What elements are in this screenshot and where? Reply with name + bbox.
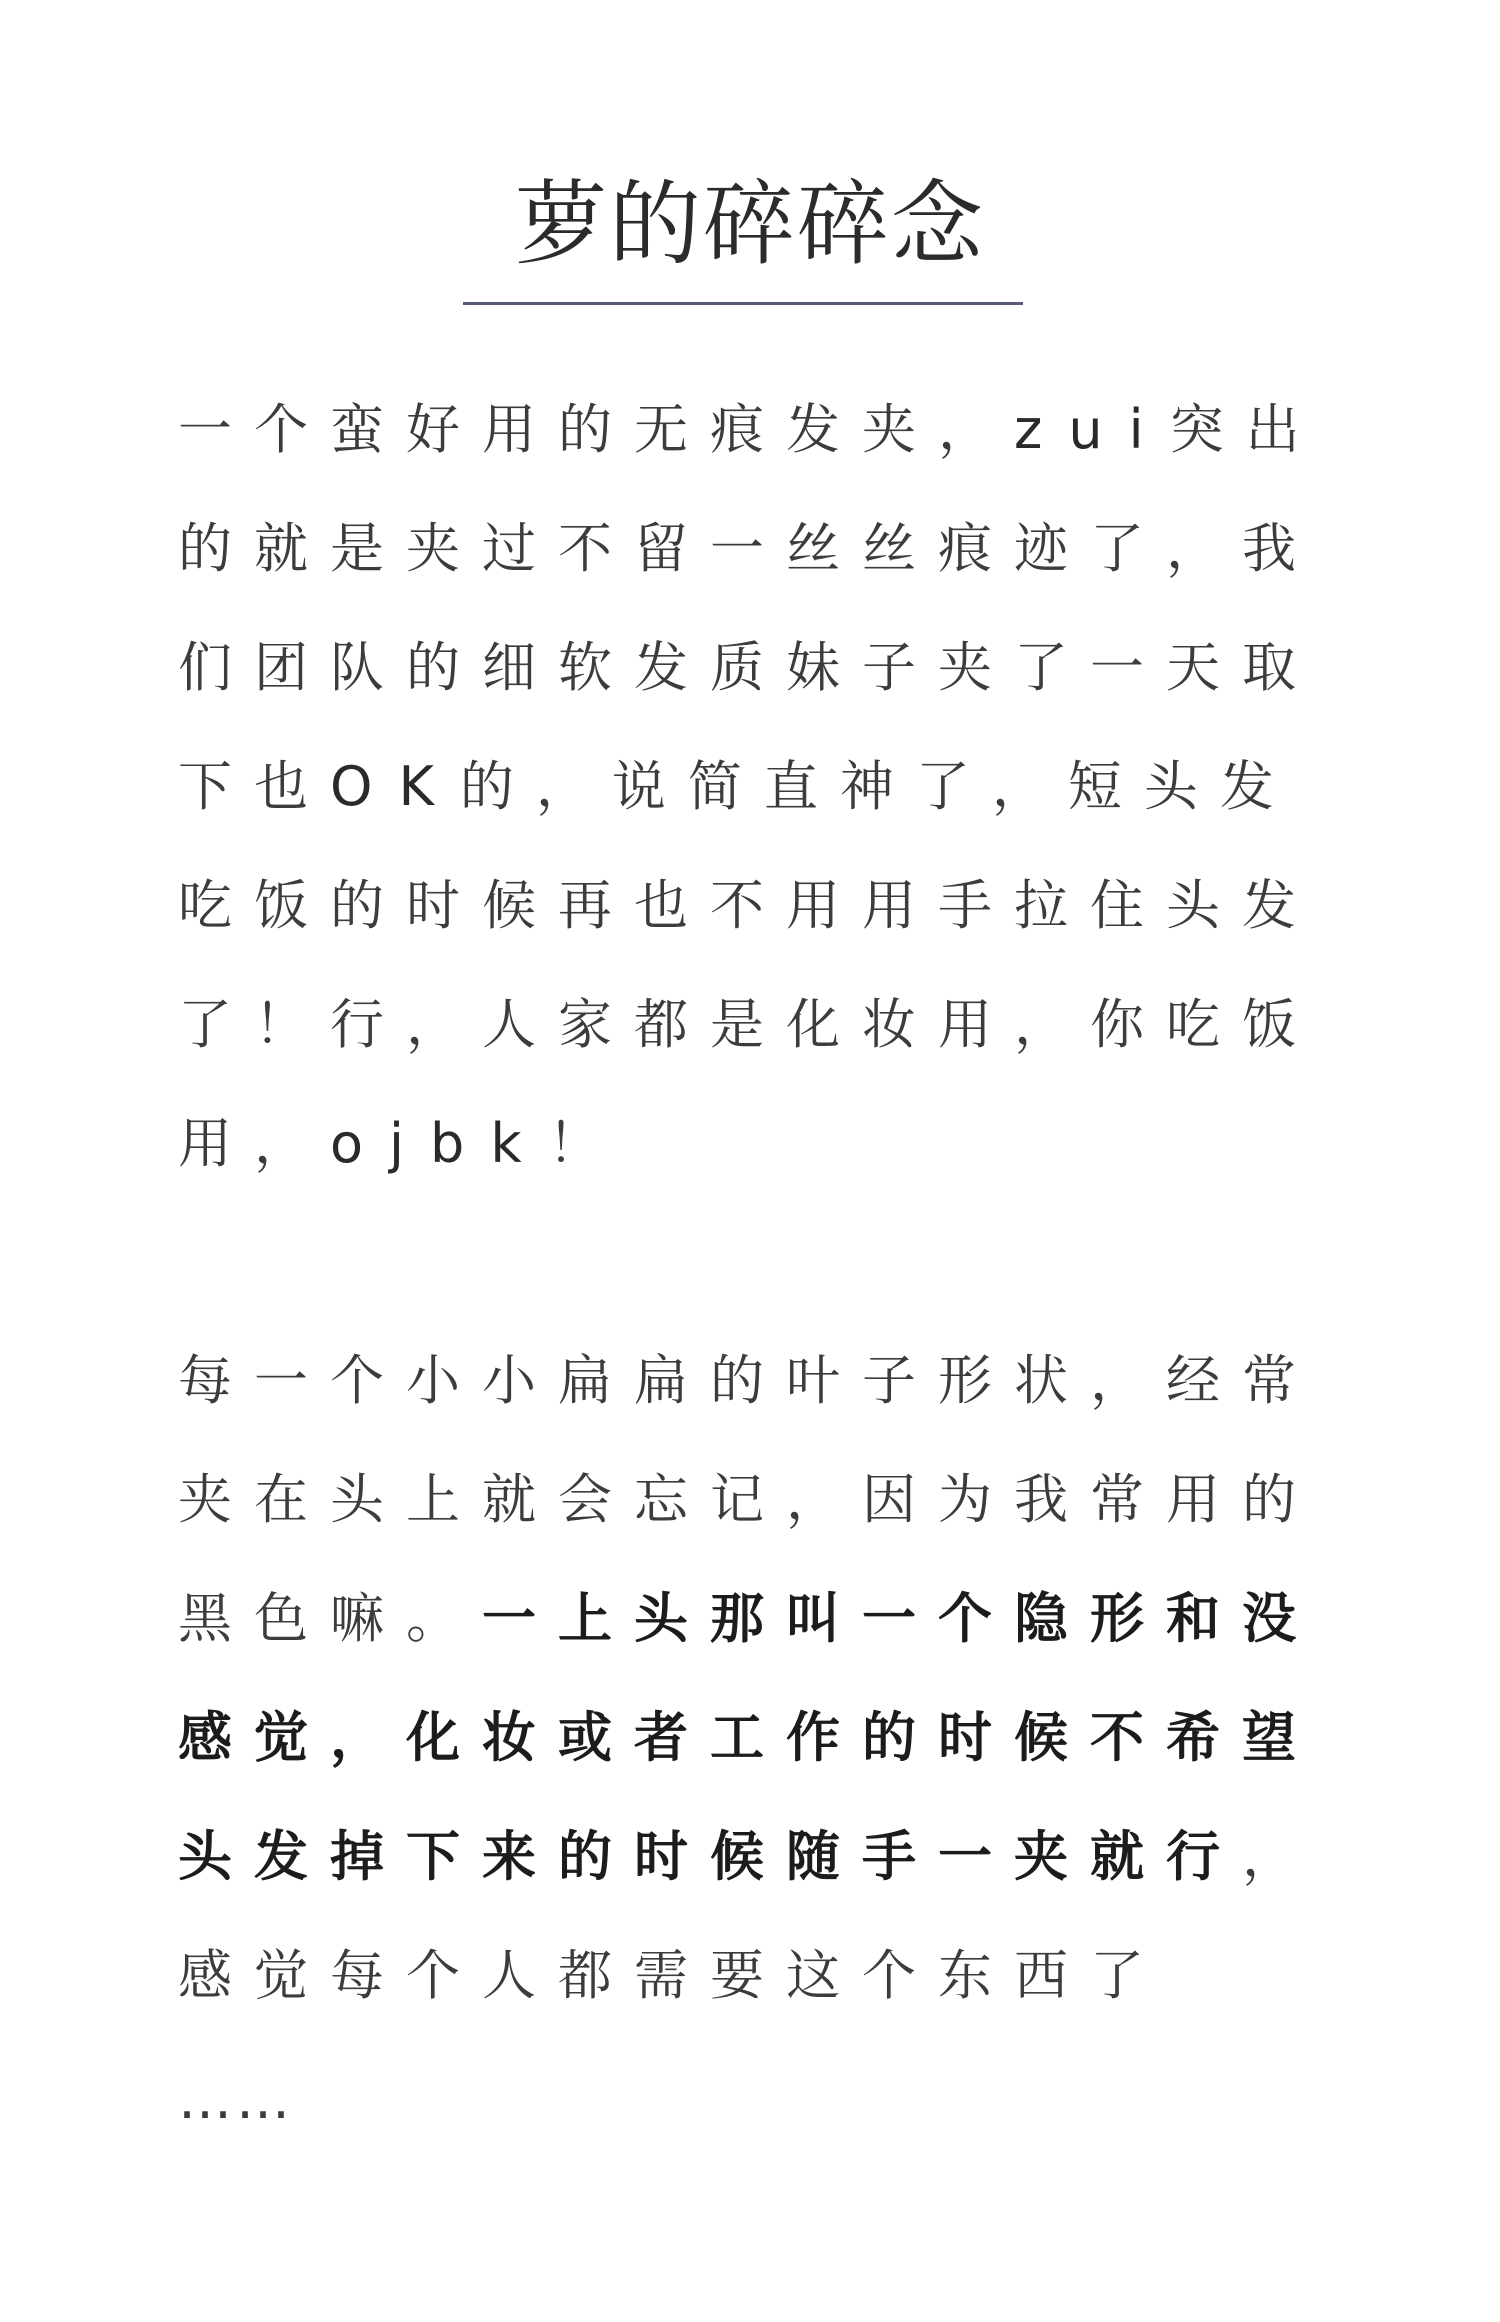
paragraph-1-text-c: 的，说简直神了，短头发吃饭的时候再也不用用手拉住头发了！行，人家都是化妆用，你吃饭用， (178, 755, 1318, 1175)
paragraph-1-text-d: ！ (547, 1112, 624, 1175)
article-title: 萝的碎碎念 (514, 171, 985, 278)
paragraph-1-latin-zui: zui (1014, 398, 1170, 461)
paragraph-1-latin-ojbk: ojbk (330, 1112, 548, 1175)
paragraph-1-latin-ok: OK (330, 755, 460, 818)
trailing-ellipsis: …… (178, 2068, 294, 2131)
paragraph-2 (178, 1321, 1338, 2035)
paragraph-2-bold-highlight: 一上头那叫一个隐形和没感觉，化妆或者工作的时候不希望头发掉下来的时候随手一夹就行 (178, 1587, 1318, 1888)
paragraph-1-text-b: 突出的就是夹过不留一丝丝痕迹了，我们团队的细软发质妹子夹了一天取下也 (178, 398, 1322, 818)
title-underline (463, 302, 1023, 305)
paragraph-1-text-a: 一个蛮好用的无痕发夹， (178, 398, 1014, 461)
paragraph-1 (178, 370, 1338, 1203)
paragraph-2-text-a: 每一个小小扁扁的叶子形状，经常夹在头上就会忘记，因为我常用的黑色嘛。 (178, 1349, 1318, 1650)
paragraph-2-text-b: ，感觉每个人都需要这个东西了 (178, 1825, 1318, 2007)
